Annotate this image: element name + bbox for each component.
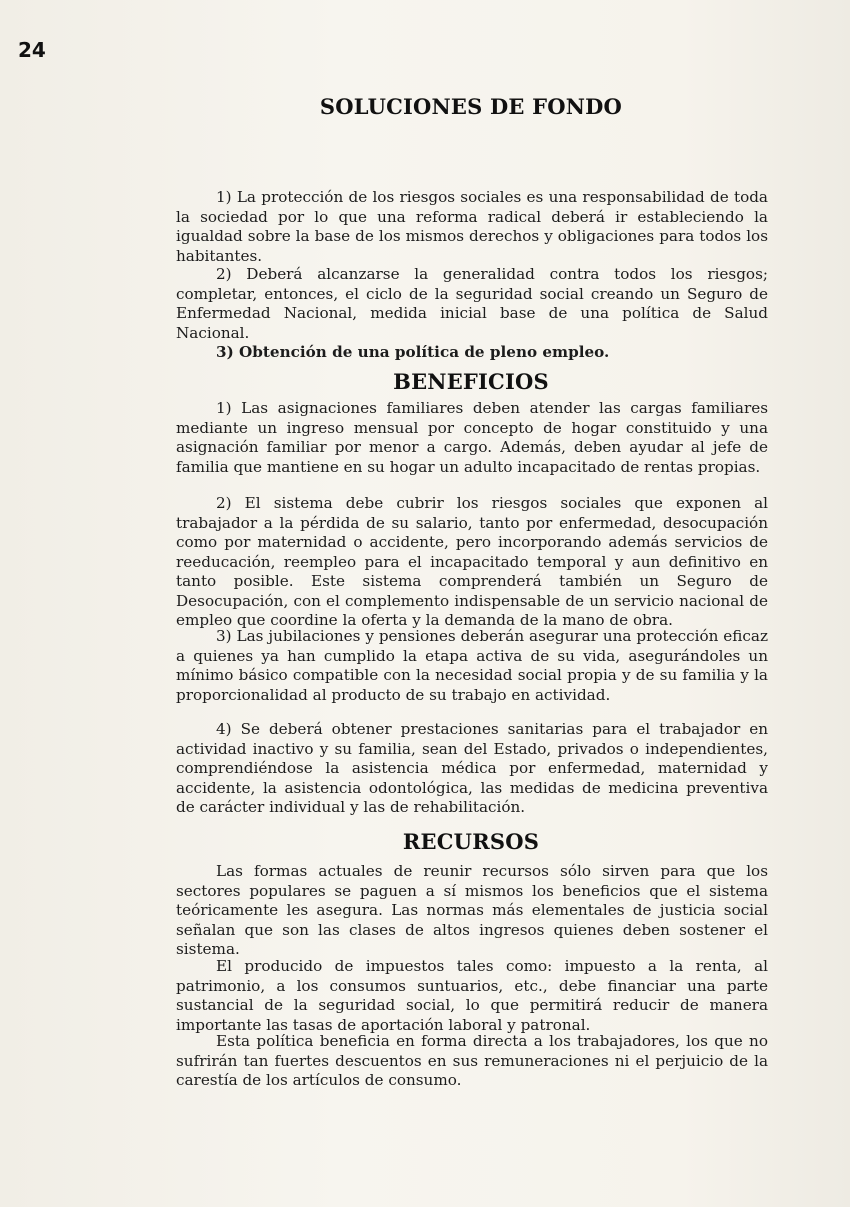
recursos-paragraph-3: Esta política beneficia en forma directa a los trabajadores, los que no sufrirán tan fuertes descuentos en sus remuneraciones ni el perjuicio de la carestía de los artículos de consumo.	[176, 1032, 768, 1089]
recursos-paragraph-2: El producido de impuestos tales como: impuesto a la renta, al patrimonio, a los consumos suntuarios, etc., debe financiar una parte sustancial de la seguridad social, lo que permitirá reducir de manera importante las tasas de aportación laboral y patronal.	[176, 957, 768, 1034]
section-title-soluciones: SOLUCIONES DE FONDO	[319, 94, 623, 119]
beneficios-paragraph-3: 3) Las jubilaciones y pensiones deberán asegurar una protección eficaz a quienes ya han cumplido la etapa activa de su vida, asegurándoles un mínimo básico compatible con la necesidad social propia y de su familia y la proporcionalidad al producto de su trabajo en actividad.	[176, 627, 768, 704]
beneficios-paragraph-4: 4) Se deberá obtener prestaciones sanitarias para el trabajador en actividad inactivo y su familia, sean del Estado, privados o independientes, comprendiéndose la asistencia médica por enfermedad, maternidad y accidente, la asistencia odontológica, las medidas de medicina preventiva de carácter individual y las de rehabilitación.	[176, 720, 768, 816]
page-number: 24	[18, 38, 46, 62]
beneficios-paragraph-2: 2) El sistema debe cubrir los riesgos sociales que exponen al trabajador a la pérdida de su salario, tanto por enfermedad, desocupación como por maternidad o accidente, pero incorporando además servicios de reeducación, reempleo para el incapacitado temporal y aun definitivo en tanto posible. Este sistema comprenderá también un Seguro de Desocupación, con el complemento indispensable de un servicio nacional de empleo que coordine la oferta y la demanda de la mano de obra.	[176, 494, 768, 629]
soluciones-paragraph-1: 1) La protección de los riesgos sociales es una responsabilidad de toda la sociedad por lo que una reforma radical deberá ir estableciendo la igualdad sobre la base de los mismos derechos y obligaciones para todos los habitantes.	[176, 188, 768, 265]
beneficios-paragraph-1: 1) Las asignaciones familiares deben atender las cargas familiares mediante un ingreso mensual por concepto de hogar constituido y una asignación familiar por menor a cargo. Además, deben ayudar al jefe de familia que mantiene en su hogar un adulto incapacitado de rentas propias.	[176, 399, 768, 476]
section-title-recursos: RECURSOS	[402, 829, 540, 854]
soluciones-paragraph-2: 2) Deberá alcanzarse la generalidad contra todos los riesgos; completar, entonces, el ciclo de la seguridad social creando un Seguro de Enfermedad Nacional, medida inicial base de una política de Salud Nacional.	[176, 265, 768, 342]
recursos-paragraph-1: Las formas actuales de reunir recursos sólo sirven para que los sectores populares se paguen a sí mismos los beneficios que el sistema teóricamente les asegura. Las normas más elementales de justicia social señalan que son las clases de altos ingresos quienes deben sostener el sistema.	[176, 862, 768, 958]
soluciones-paragraph-3: 3) Obtención de una política de pleno empleo.	[216, 343, 610, 361]
section-title-beneficios: BENEFICIOS	[393, 369, 549, 394]
